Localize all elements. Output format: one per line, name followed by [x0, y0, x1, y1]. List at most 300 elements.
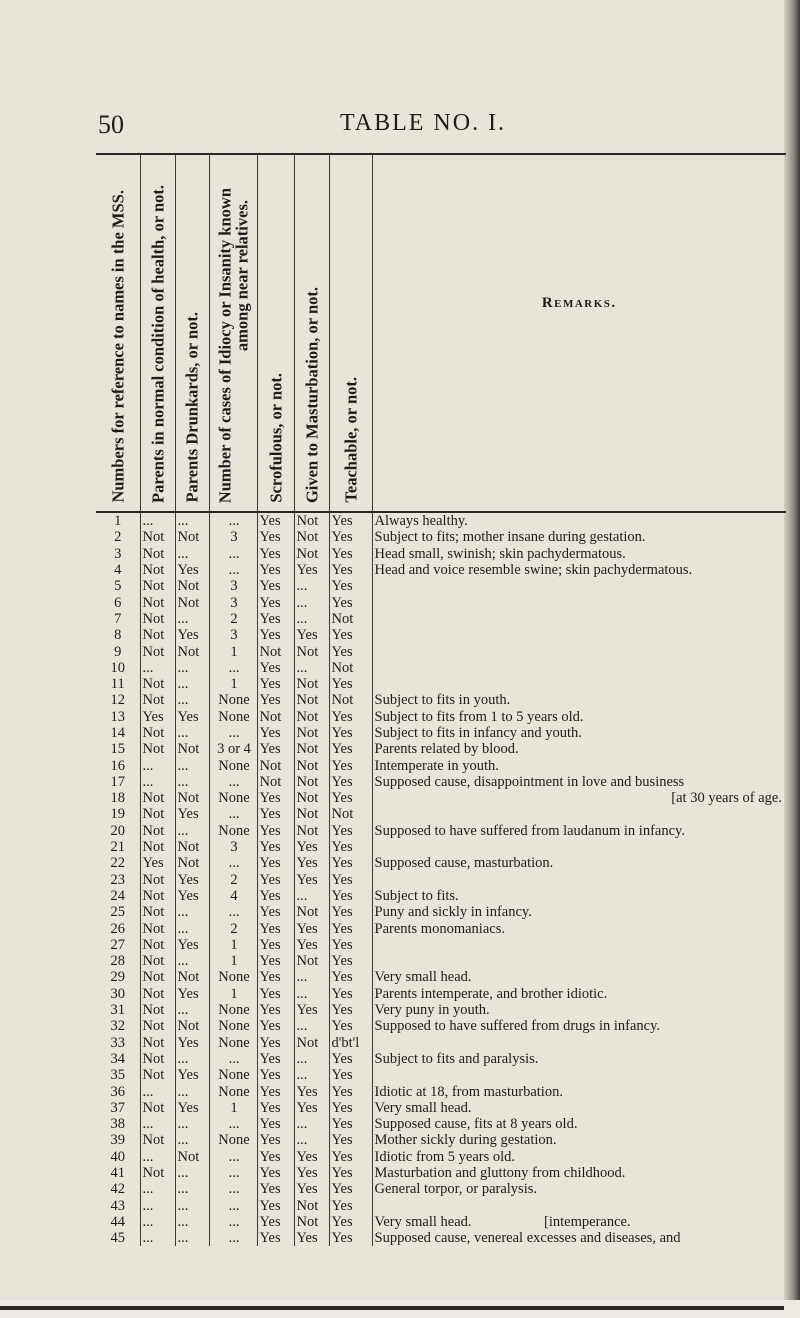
cell-idiocy-relatives-text: 3 or 4 [217, 741, 251, 758]
cell-parents-drunkards [175, 872, 209, 888]
cell-teachable-text: Yes [331, 887, 353, 904]
cell-parents-health-text: ... [142, 773, 154, 790]
cell-remark [372, 1132, 786, 1148]
cell-scrofulous-text: Yes [259, 692, 281, 709]
cell-masturbation-text: ... [296, 1018, 308, 1035]
cell-remark [372, 709, 786, 725]
cell-idiocy-relatives-text: None [218, 1132, 250, 1149]
cell-idiocy-relatives-text: ... [228, 1197, 240, 1214]
cell-idiocy-relatives-text: None [218, 1018, 250, 1035]
cell-parents-health-text: ... [142, 1230, 154, 1247]
cell-number [96, 1230, 140, 1246]
cell-teachable [329, 1083, 372, 1099]
cell-number-text: 13 [110, 708, 125, 725]
cell-number-text: 37 [110, 1099, 125, 1116]
cell-scrofulous-text: Yes [259, 1034, 281, 1051]
cell-masturbation-text: Not [296, 676, 319, 693]
cell-parents-drunkards [175, 1230, 209, 1246]
cell-parents-drunkards-text: ... [177, 1002, 189, 1019]
cell-parents-health [140, 920, 175, 936]
cell-number [96, 1067, 140, 1083]
cell-teachable-text: Yes [331, 562, 353, 579]
cell-remark [372, 937, 786, 953]
cell-parents-drunkards-text: ... [177, 1181, 189, 1198]
cell-parents-health [140, 692, 175, 708]
cell-scrofulous-text: Yes [259, 1002, 281, 1019]
cell-number-text: 41 [110, 1165, 125, 1182]
cell-parents-drunkards [175, 1116, 209, 1132]
page-number: 50 [98, 110, 124, 139]
cell-remark [372, 855, 786, 871]
cell-scrofulous-text: Yes [259, 969, 281, 986]
cell-idiocy-relatives-text: None [218, 1034, 250, 1051]
cell-parents-drunkards [175, 594, 209, 610]
cell-remark [372, 806, 786, 822]
cell-masturbation [294, 1165, 329, 1181]
cell-parents-drunkards [175, 1100, 209, 1116]
cell-parents-health [140, 660, 175, 676]
cell-teachable-text: Yes [331, 643, 353, 660]
cell-masturbation [294, 904, 329, 920]
cell-parents-health-text: Not [142, 1018, 165, 1035]
cell-parents-health [140, 1149, 175, 1165]
table-row [96, 969, 786, 985]
cell-parents-drunkards-text: Yes [177, 627, 199, 644]
cell-scrofulous-text: Yes [259, 1067, 281, 1084]
cell-scrofulous [257, 1165, 294, 1181]
cell-number [96, 1051, 140, 1067]
cell-remark [372, 757, 786, 773]
cell-number-text: 9 [114, 643, 122, 660]
cell-masturbation [294, 1116, 329, 1132]
cell-parents-drunkards-text: ... [177, 953, 189, 970]
cell-remark [372, 692, 786, 708]
cell-masturbation-text: Not [296, 692, 319, 709]
cell-parents-health [140, 578, 175, 594]
cell-remark-text: Supposed cause, fits at 8 years old. [374, 1116, 578, 1133]
cell-number-text: 23 [110, 871, 125, 888]
cell-remark-text: Subject to fits and paralysis. [374, 1050, 539, 1067]
cell-scrofulous [257, 578, 294, 594]
cell-remark [372, 839, 786, 855]
cell-scrofulous [257, 1214, 294, 1230]
cell-scrofulous [257, 627, 294, 643]
cell-idiocy-relatives-text: 1 [230, 1099, 238, 1116]
cell-number [96, 953, 140, 969]
cell-parents-drunkards-text: ... [177, 1230, 189, 1247]
table-row [96, 806, 786, 822]
cell-masturbation-text: Not [296, 757, 319, 774]
cell-remark-text: Supposed cause, disappointment in love and business [374, 773, 685, 790]
cell-parents-health-text: ... [142, 1181, 154, 1198]
cell-masturbation [294, 790, 329, 806]
cell-parents-drunkards [175, 529, 209, 545]
cell-number-text: 34 [110, 1050, 125, 1067]
cell-parents-health-text: ... [142, 513, 154, 530]
table-row [96, 1230, 786, 1246]
cell-number [96, 529, 140, 545]
cell-teachable-text: Yes [331, 1116, 353, 1133]
table-row [96, 643, 786, 659]
cell-masturbation [294, 757, 329, 773]
cell-remark [372, 790, 786, 806]
cell-number-text: 19 [110, 806, 125, 823]
cell-teachable-text: Yes [331, 871, 353, 888]
cell-scrofulous-text: Yes [259, 676, 281, 693]
cell-scrofulous-text: Yes [259, 1050, 281, 1067]
cell-scrofulous [257, 529, 294, 545]
cell-scrofulous [257, 709, 294, 725]
cell-number [96, 1002, 140, 1018]
cell-masturbation [294, 676, 329, 692]
cell-number [96, 937, 140, 953]
cell-teachable [329, 1002, 372, 1018]
table-row [96, 512, 786, 529]
cell-idiocy-relatives-text: None [218, 1067, 250, 1084]
cell-parents-health [140, 1197, 175, 1213]
cell-remark [372, 888, 786, 904]
cell-teachable [329, 676, 372, 692]
cell-idiocy-relatives-text: ... [228, 1116, 240, 1133]
cell-teachable [329, 1181, 372, 1197]
cell-idiocy-relatives-text: ... [228, 545, 240, 562]
cell-parents-health-text: ... [142, 1213, 154, 1230]
cell-number [96, 611, 140, 627]
cell-parents-health [140, 904, 175, 920]
cell-idiocy-relatives [209, 578, 257, 594]
cell-parents-health [140, 1132, 175, 1148]
cell-teachable [329, 1132, 372, 1148]
cell-idiocy-relatives [209, 757, 257, 773]
cell-teachable-text: Yes [331, 1002, 353, 1019]
cell-parents-drunkards-text: Not [177, 1018, 200, 1035]
cell-teachable-text: Yes [331, 822, 353, 839]
cell-parents-drunkards [175, 823, 209, 839]
cell-remark [372, 512, 786, 529]
cell-number-text: 39 [110, 1132, 125, 1149]
cell-scrofulous [257, 937, 294, 953]
cell-masturbation [294, 806, 329, 822]
cell-remark-text: Very small head. [intemperance. [374, 1213, 631, 1230]
cell-remark-text: Puny and sickly in infancy. [374, 904, 532, 921]
cell-parents-health [140, 1018, 175, 1034]
cell-number [96, 692, 140, 708]
header-masturbation: Given to Masturbation, or not. [294, 154, 329, 512]
cell-teachable [329, 839, 372, 855]
cell-idiocy-relatives [209, 904, 257, 920]
cell-number [96, 1116, 140, 1132]
cell-parents-health-text: Not [142, 936, 165, 953]
cell-scrofulous [257, 872, 294, 888]
cell-parents-drunkards [175, 512, 209, 529]
cell-idiocy-relatives-text: 1 [230, 953, 238, 970]
cell-idiocy-relatives [209, 1132, 257, 1148]
cell-parents-drunkards [175, 562, 209, 578]
cell-remark-text: General torpor, or paralysis. [374, 1181, 537, 1198]
table-row [96, 953, 786, 969]
cell-parents-drunkards-text: ... [177, 676, 189, 693]
cell-remark-text: Very puny in youth. [374, 1002, 490, 1019]
cell-parents-drunkards-text: Yes [177, 871, 199, 888]
cell-number [96, 627, 140, 643]
cell-masturbation-text: ... [296, 985, 308, 1002]
cell-idiocy-relatives-text: ... [228, 1213, 240, 1230]
cell-idiocy-relatives [209, 920, 257, 936]
cell-idiocy-relatives-text: ... [228, 562, 240, 579]
cell-scrofulous [257, 1083, 294, 1099]
cell-scrofulous [257, 1051, 294, 1067]
table-row [96, 1165, 786, 1181]
cell-teachable [329, 855, 372, 871]
cell-masturbation [294, 888, 329, 904]
cell-parents-drunkards [175, 741, 209, 757]
cell-remark [372, 1149, 786, 1165]
cell-parents-drunkards-text: ... [177, 610, 189, 627]
cell-scrofulous [257, 512, 294, 529]
cell-idiocy-relatives [209, 986, 257, 1002]
cell-parents-drunkards-text: ... [177, 545, 189, 562]
cell-masturbation [294, 839, 329, 855]
cell-parents-health [140, 1083, 175, 1099]
cell-masturbation [294, 643, 329, 659]
cell-parents-health [140, 757, 175, 773]
cell-number-text: 11 [110, 676, 125, 693]
cell-parents-health-text: Not [142, 920, 165, 937]
table-row [96, 692, 786, 708]
cell-scrofulous-text: Yes [259, 594, 281, 611]
cell-masturbation [294, 855, 329, 871]
cell-teachable [329, 1067, 372, 1083]
cell-masturbation-text: ... [296, 1067, 308, 1084]
cell-number-text: 2 [114, 529, 122, 546]
cell-number [96, 872, 140, 888]
cell-number-text: 3 [114, 545, 122, 562]
cell-teachable-text: Yes [331, 790, 353, 807]
cell-idiocy-relatives [209, 823, 257, 839]
cell-masturbation-text: Not [296, 1213, 319, 1230]
cell-parents-health [140, 806, 175, 822]
cell-parents-drunkards-text: Yes [177, 708, 199, 725]
cell-masturbation [294, 1083, 329, 1099]
cell-masturbation [294, 872, 329, 888]
cell-parents-health [140, 839, 175, 855]
cell-parents-health-text: Not [142, 1165, 165, 1182]
cell-idiocy-relatives-text: 2 [230, 920, 238, 937]
cell-teachable-text: Yes [331, 1197, 353, 1214]
cell-teachable-text: Yes [331, 1132, 353, 1149]
cell-scrofulous [257, 774, 294, 790]
cell-masturbation-text: Yes [296, 1230, 318, 1247]
cell-remark-text: Very small head. [374, 1099, 472, 1116]
table-row [96, 1018, 786, 1034]
cell-scrofulous-text: Yes [259, 1148, 281, 1165]
cell-masturbation-text: Not [296, 725, 319, 741]
cell-remark [372, 546, 786, 562]
cell-number [96, 757, 140, 773]
cell-teachable [329, 969, 372, 985]
cell-number-text: 10 [110, 659, 125, 676]
cell-remark-text: Idiotic at 18, from masturbation. [374, 1083, 563, 1100]
cell-idiocy-relatives [209, 1002, 257, 1018]
cell-idiocy-relatives [209, 1100, 257, 1116]
cell-number [96, 904, 140, 920]
cell-number [96, 790, 140, 806]
cell-parents-drunkards [175, 1051, 209, 1067]
cell-teachable-text: Yes [331, 594, 353, 611]
cell-parents-health [140, 1214, 175, 1230]
cell-number [96, 986, 140, 1002]
cell-idiocy-relatives-text: ... [228, 1148, 240, 1165]
table-row [96, 855, 786, 871]
cell-teachable [329, 1230, 372, 1246]
cell-scrofulous [257, 855, 294, 871]
cell-parents-drunkards [175, 774, 209, 790]
cell-idiocy-relatives [209, 725, 257, 741]
cell-remark [372, 1051, 786, 1067]
cell-idiocy-relatives-text: ... [228, 806, 240, 823]
cell-teachable-text: Yes [331, 953, 353, 970]
table-row [96, 546, 786, 562]
cell-idiocy-relatives [209, 741, 257, 757]
page-edge-shadow [784, 0, 800, 1318]
cell-masturbation [294, 1149, 329, 1165]
cell-parents-health [140, 546, 175, 562]
cell-number-text: 43 [110, 1197, 125, 1214]
cell-remark [372, 1018, 786, 1034]
cell-scrofulous-text: Yes [259, 822, 281, 839]
cell-scrofulous [257, 1035, 294, 1051]
cell-number-text: 20 [110, 822, 125, 839]
cell-parents-drunkards-text: ... [177, 725, 189, 741]
cell-masturbation [294, 627, 329, 643]
cell-masturbation-text: ... [296, 610, 308, 627]
cell-remark-text: [at 30 years of age. [671, 790, 782, 807]
cell-parents-health-text: Not [142, 969, 165, 986]
cell-remark [372, 986, 786, 1002]
cell-teachable [329, 562, 372, 578]
cell-idiocy-relatives-text: None [218, 790, 250, 807]
cell-idiocy-relatives-text: ... [228, 725, 240, 741]
cell-parents-health [140, 1116, 175, 1132]
cell-number [96, 823, 140, 839]
cell-parents-drunkards-text: ... [177, 1116, 189, 1133]
cell-parents-health [140, 823, 175, 839]
cell-parents-health-text: Not [142, 627, 165, 644]
cell-parents-drunkards-text: Yes [177, 1067, 199, 1084]
cell-scrofulous [257, 594, 294, 610]
cell-idiocy-relatives-text: ... [228, 1181, 240, 1198]
cell-parents-drunkards-text: ... [177, 773, 189, 790]
table-row [96, 1083, 786, 1099]
cell-number [96, 562, 140, 578]
cell-parents-health-text: ... [142, 659, 154, 676]
cell-parents-drunkards [175, 1165, 209, 1181]
cell-number-text: 30 [110, 985, 125, 1002]
cell-parents-drunkards [175, 969, 209, 985]
cell-number [96, 1165, 140, 1181]
cell-parents-health-text: Not [142, 594, 165, 611]
cell-scrofulous [257, 1018, 294, 1034]
cell-parents-health [140, 937, 175, 953]
cell-scrofulous [257, 969, 294, 985]
cell-parents-health [140, 1035, 175, 1051]
cell-remark [372, 627, 786, 643]
cell-parents-drunkards-text: Not [177, 741, 200, 758]
cell-scrofulous-text: Yes [259, 1165, 281, 1182]
cell-number-text: 8 [114, 627, 122, 644]
cell-masturbation [294, 1100, 329, 1116]
table-row [96, 823, 786, 839]
cell-masturbation-text: ... [296, 578, 308, 595]
cell-idiocy-relatives [209, 872, 257, 888]
cell-scrofulous-text: Yes [259, 627, 281, 644]
table-row [96, 611, 786, 627]
cell-scrofulous-text: Yes [259, 871, 281, 888]
table-row [96, 1116, 786, 1132]
cell-scrofulous-text: Yes [259, 1213, 281, 1230]
cell-parents-health-text: Not [142, 1034, 165, 1051]
cell-parents-health [140, 1002, 175, 1018]
cell-parents-drunkards-text: Yes [177, 1034, 199, 1051]
cell-number [96, 725, 140, 741]
cell-number-text: 5 [114, 578, 122, 595]
cell-remark [372, 660, 786, 676]
cell-scrofulous [257, 920, 294, 936]
cell-parents-health-text: ... [142, 1116, 154, 1133]
cell-scrofulous [257, 757, 294, 773]
cell-remark [372, 529, 786, 545]
cell-remark [372, 611, 786, 627]
cell-idiocy-relatives-text: 3 [230, 594, 238, 611]
cell-remark [372, 741, 786, 757]
cell-number-text: 38 [110, 1116, 125, 1133]
cell-teachable-text: Yes [331, 1099, 353, 1116]
table-row [96, 790, 786, 806]
cell-masturbation-text: ... [296, 1116, 308, 1133]
table-body [96, 512, 786, 1246]
cell-remark-text: Subject to fits from 1 to 5 years old. [374, 708, 584, 725]
cell-scrofulous-text: Yes [259, 887, 281, 904]
cell-idiocy-relatives-text: 3 [230, 529, 238, 546]
cell-masturbation [294, 1035, 329, 1051]
cell-idiocy-relatives [209, 774, 257, 790]
cell-idiocy-relatives [209, 643, 257, 659]
cell-teachable-text: Not [331, 692, 354, 709]
cell-parents-drunkards [175, 904, 209, 920]
cell-masturbation-text: Not [296, 953, 319, 970]
cell-parents-drunkards-text: Yes [177, 985, 199, 1002]
cell-teachable-text: Yes [331, 969, 353, 986]
cell-parents-drunkards [175, 578, 209, 594]
cell-idiocy-relatives [209, 1197, 257, 1213]
cell-remark-text: Parents monomaniacs. [374, 920, 505, 937]
cell-idiocy-relatives [209, 1165, 257, 1181]
cell-parents-drunkards-text: Not [177, 790, 200, 807]
cell-parents-health [140, 888, 175, 904]
cell-parents-drunkards [175, 888, 209, 904]
cell-teachable-text: Not [331, 806, 354, 823]
table-row [96, 1149, 786, 1165]
cell-scrofulous [257, 546, 294, 562]
cell-parents-drunkards [175, 839, 209, 855]
cell-number [96, 1197, 140, 1213]
cell-parents-drunkards [175, 986, 209, 1002]
cell-scrofulous [257, 1100, 294, 1116]
cell-teachable [329, 920, 372, 936]
cell-idiocy-relatives-text: None [218, 1083, 250, 1100]
cell-scrofulous [257, 741, 294, 757]
cell-scrofulous-text: Yes [259, 1132, 281, 1149]
